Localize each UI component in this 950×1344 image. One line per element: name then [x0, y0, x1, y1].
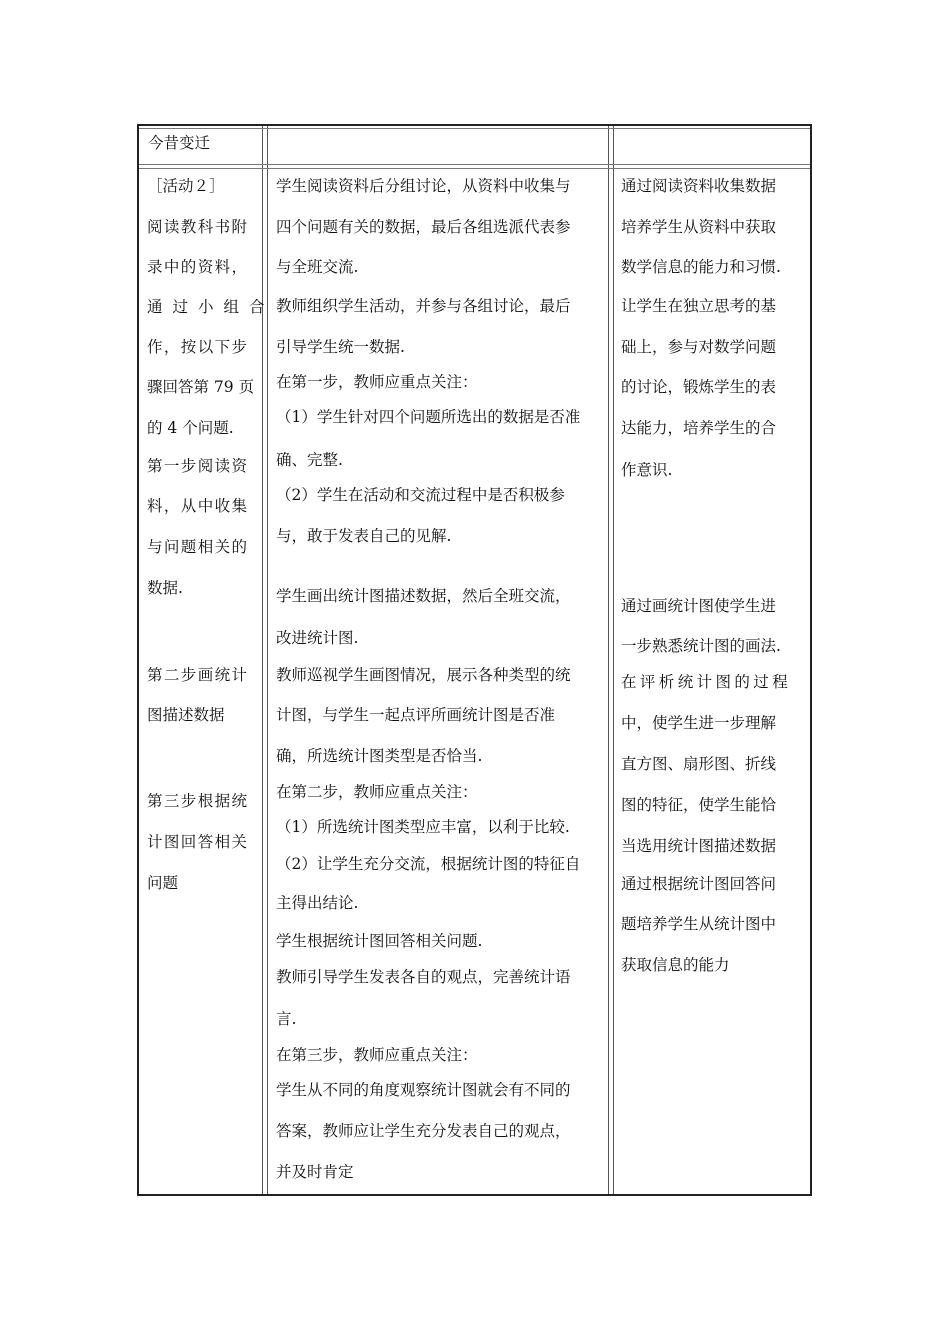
process-line: 教师组织学生活动，并参与各组讨论，最后 [276, 297, 571, 315]
intent-line: 直方图、扇形图、折线 [621, 755, 777, 773]
process-line: 在第三步，教师应重点关注： [276, 1046, 478, 1064]
process-line: 学生画出统计图描述数据，然后全班交流， [276, 587, 571, 605]
activity-line: 录中的资料， [147, 258, 249, 276]
activity-line: 作，按以下步 [147, 338, 249, 356]
activity-line: 图描述数据 [147, 706, 225, 724]
intent-line: 中，使学生进一步理解 [621, 714, 777, 732]
activity-line: 通过小组合 [147, 298, 275, 316]
process-line: 四个问题有关的数据，最后各组选派代表参 [276, 218, 571, 236]
intent-line: 的讨论，锻炼学生的表 [621, 378, 777, 396]
process-line: 学生根据统计图回答相关问题. [276, 932, 483, 950]
intent-line: 作意识. [621, 461, 673, 479]
process-line: 并及时肯定 [276, 1163, 354, 1181]
process-line: 确，所选统计图类型是否恰当. [276, 747, 483, 765]
intent-line: 题培养学生从统计图中 [621, 915, 777, 933]
process-line: 引导学生统一数据. [276, 338, 405, 356]
intent-line: 让学生在独立思考的基 [621, 297, 777, 315]
intent-line: 培养学生从资料中获取 [621, 218, 777, 236]
activity-line: 第三步根据统 [147, 792, 249, 810]
intent-line: 数学信息的能力和习惯. [621, 258, 781, 276]
intent-column [621, 0, 807, 1344]
column-divider-1b [267, 126, 268, 1194]
process-line: 计图，与学生一起点评所画统计图是否准 [276, 706, 556, 724]
process-line: （2）让学生充分交流，根据统计图的特征自 [276, 855, 581, 873]
process-line: 教师引导学生发表各自的观点，完善统计语 [276, 968, 571, 986]
activity-line: 骤回答第 79 页 [147, 378, 255, 396]
intent-line: 础上，参与对数学问题 [621, 338, 777, 356]
column-divider-1 [262, 126, 263, 1194]
process-line: 在第一步，教师应重点关注： [276, 373, 478, 391]
row1-col1-cell: 今昔变迁 [148, 134, 211, 152]
intent-line: 达能力，培养学生的合 [621, 419, 777, 437]
process-line: 答案，教师应让学生充分发表自己的观点， [276, 1122, 571, 1140]
activity-column [147, 0, 275, 1344]
process-line: 与全班交流. [276, 258, 359, 276]
intent-line: 一步熟悉统计图的画法. [621, 637, 781, 655]
activity-line: ［活动２］ [147, 177, 225, 195]
intent-line: 通过阅读资料收集数据 [621, 177, 777, 195]
activity-line: 与问题相关的 [147, 538, 249, 556]
process-line: 言. [276, 1010, 297, 1028]
activity-line: 阅读教科书附 [147, 218, 249, 236]
intent-line: 在评析统计图的过程 [621, 673, 792, 691]
activity-line: 第一步阅读资 [147, 457, 249, 475]
process-column [276, 0, 606, 1344]
intent-line: 通过根据统计图回答问 [621, 875, 777, 893]
activity-line: 的 4 个问题. [147, 419, 234, 437]
process-line: 教师巡视学生画图情况，展示各种类型的统 [276, 666, 571, 684]
process-line: 学生从不同的角度观察统计图就会有不同的 [276, 1081, 571, 1099]
process-line: 在第二步，教师应重点关注： [276, 783, 478, 801]
activity-line: 第二步画统计 [147, 666, 249, 684]
process-line: （1）所选统计图类型应丰富，以利于比较. [276, 818, 570, 836]
intent-line: 当选用统计图描述数据 [621, 837, 777, 855]
column-divider-2 [608, 126, 609, 1194]
process-line: 确、完整. [276, 451, 343, 469]
process-line: （2）学生在活动和交流过程中是否积极参 [276, 486, 565, 504]
intent-line: 图的特征，使学生能恰 [621, 796, 777, 814]
activity-line: 数据. [147, 579, 183, 597]
activity-line: 问题 [147, 874, 179, 892]
intent-line: 获取信息的能力 [621, 956, 730, 974]
process-line: （1）学生针对四个问题所选出的数据是否准 [276, 408, 581, 426]
process-line: 与，敢于发表自己的见解. [276, 527, 452, 545]
column-divider-2b [613, 126, 614, 1194]
process-line: 主得出结论. [276, 894, 359, 912]
intent-line: 通过画统计图使学生进 [621, 597, 777, 615]
process-line: 改进统计图. [276, 629, 359, 647]
activity-line: 料，从中收集 [147, 497, 249, 515]
process-line: 学生阅读资料后分组讨论，从资料中收集与 [276, 177, 571, 195]
activity-line: 计图回答相关 [147, 833, 249, 851]
